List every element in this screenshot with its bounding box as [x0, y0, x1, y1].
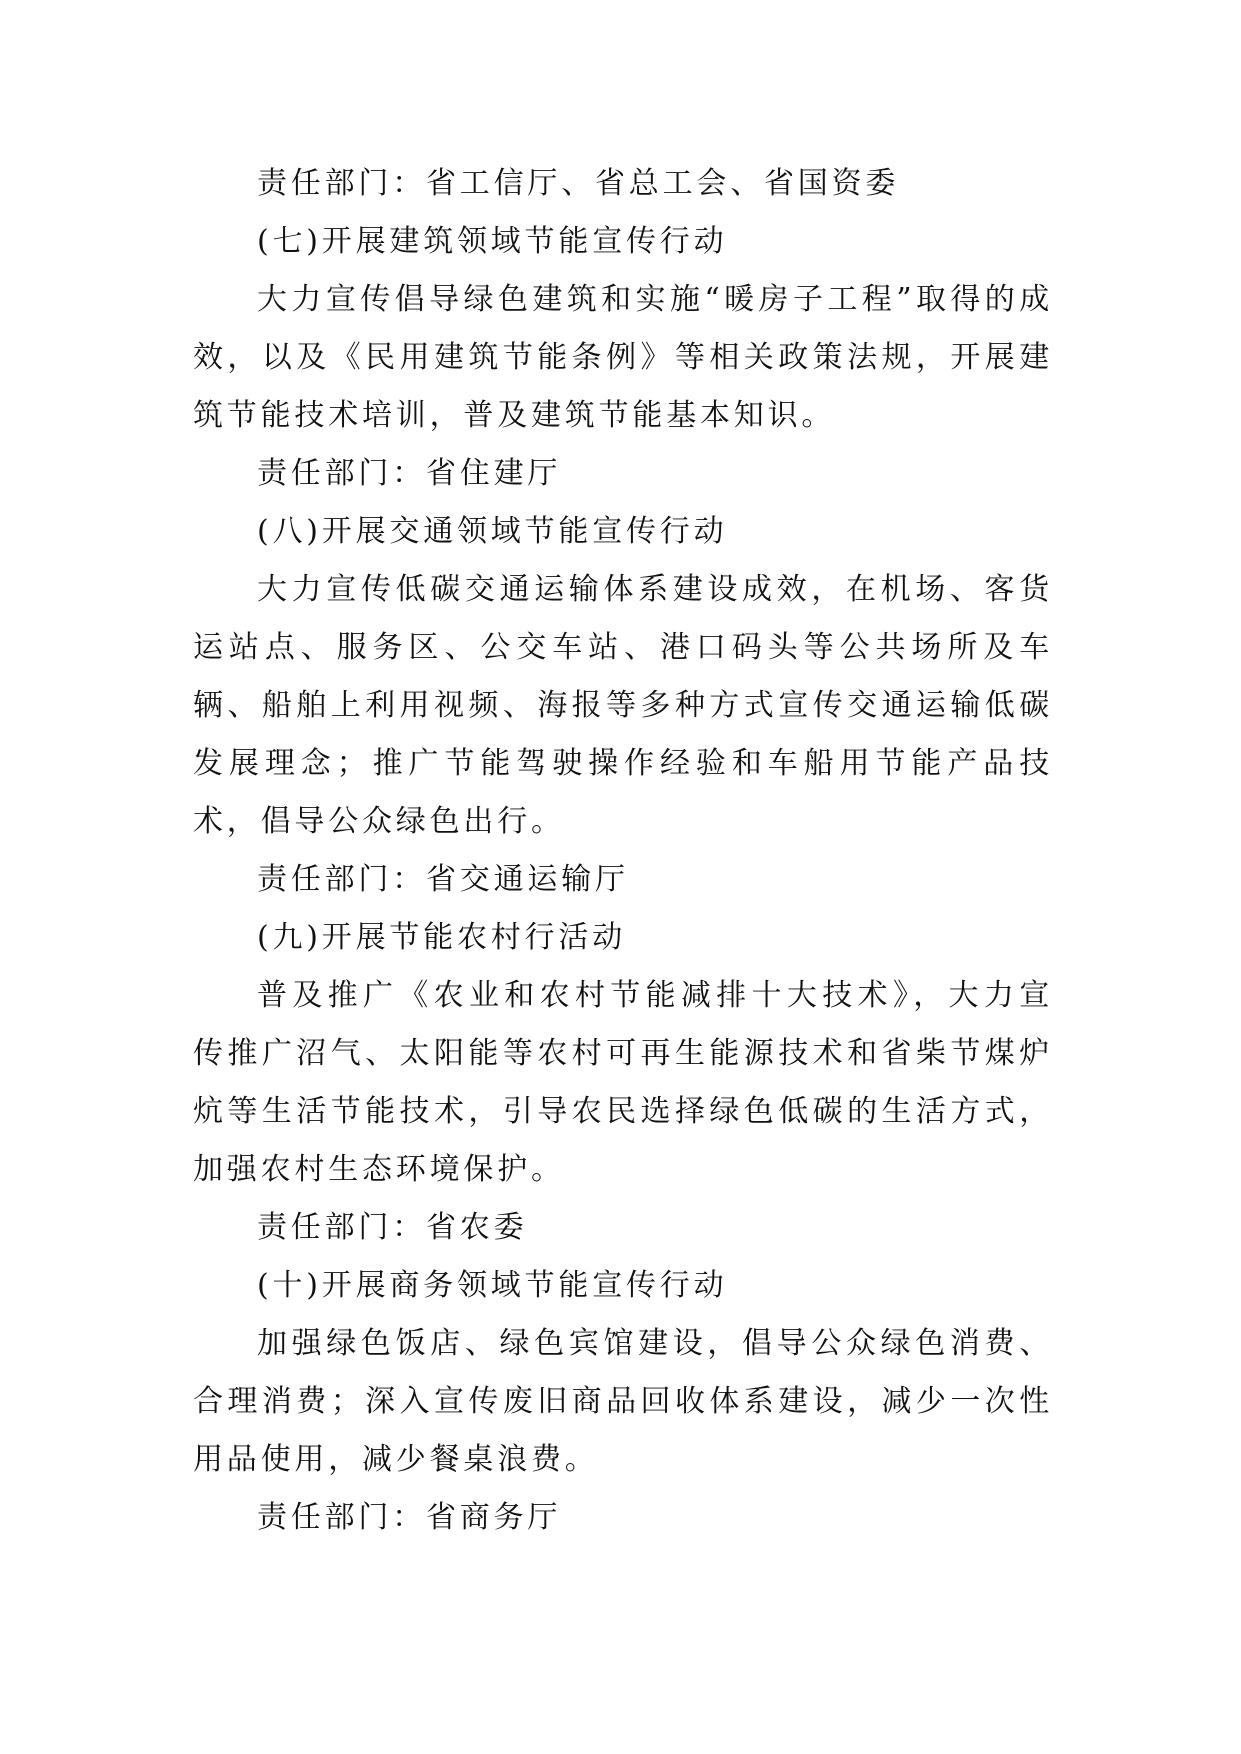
section-heading: (十)开展商务领域节能宣传行动 — [257, 1268, 728, 1303]
body-paragraph: 大力宣传倡导绿色建筑和实施“暖房子工程”取得的成效，以及《民用建筑节能条例》等相关政策法规，开展建筑节能技术培训，普及建筑节能基本知识。 — [193, 282, 1053, 433]
responsibility-line: 责任部门：省住建厅 — [257, 456, 562, 491]
section-heading: (八)开展交通领域节能宣传行动 — [257, 514, 728, 549]
responsibility-line: 责任部门：省农委 — [257, 1210, 528, 1245]
body-paragraph: 普及推广《农业和农村节能减排十大技术》，大力宣传推广沼气、太阳能等农村可再生能源技术和省柴节煤炉炕等生活节能技术，引导农民选择绿色低碳的生活方式，加强农村生态环境保护。 — [193, 978, 1053, 1187]
body-paragraph: 加强绿色饭店、绿色宾馆建设，倡导公众绿色消费、合理消费；深入宣传废旧商品回收体系建设，减少一次性用品使用，减少餐桌浪费。 — [193, 1326, 1053, 1477]
responsibility-line: 责任部门：省工信厅、省总工会、省国资委 — [257, 166, 900, 201]
document-body — [193, 155, 1053, 1547]
body-paragraph: 大力宣传低碳交通运输体系建设成效，在机场、客货运站点、服务区、公交车站、港口码头等公共场所及车辆、船舶上利用视频、海报等多种方式宣传交通运输低碳发展理念；推广节能驾驶操作经验和车船用节能产品技术，倡导公众绿色出行。 — [193, 572, 1053, 839]
section-heading: (九)开展节能农村行活动 — [257, 920, 627, 955]
responsibility-line: 责任部门：省商务厅 — [257, 1500, 562, 1535]
responsibility-line: 责任部门：省交通运输厅 — [257, 862, 629, 897]
section-heading: (七)开展建筑领域节能宣传行动 — [257, 224, 728, 259]
